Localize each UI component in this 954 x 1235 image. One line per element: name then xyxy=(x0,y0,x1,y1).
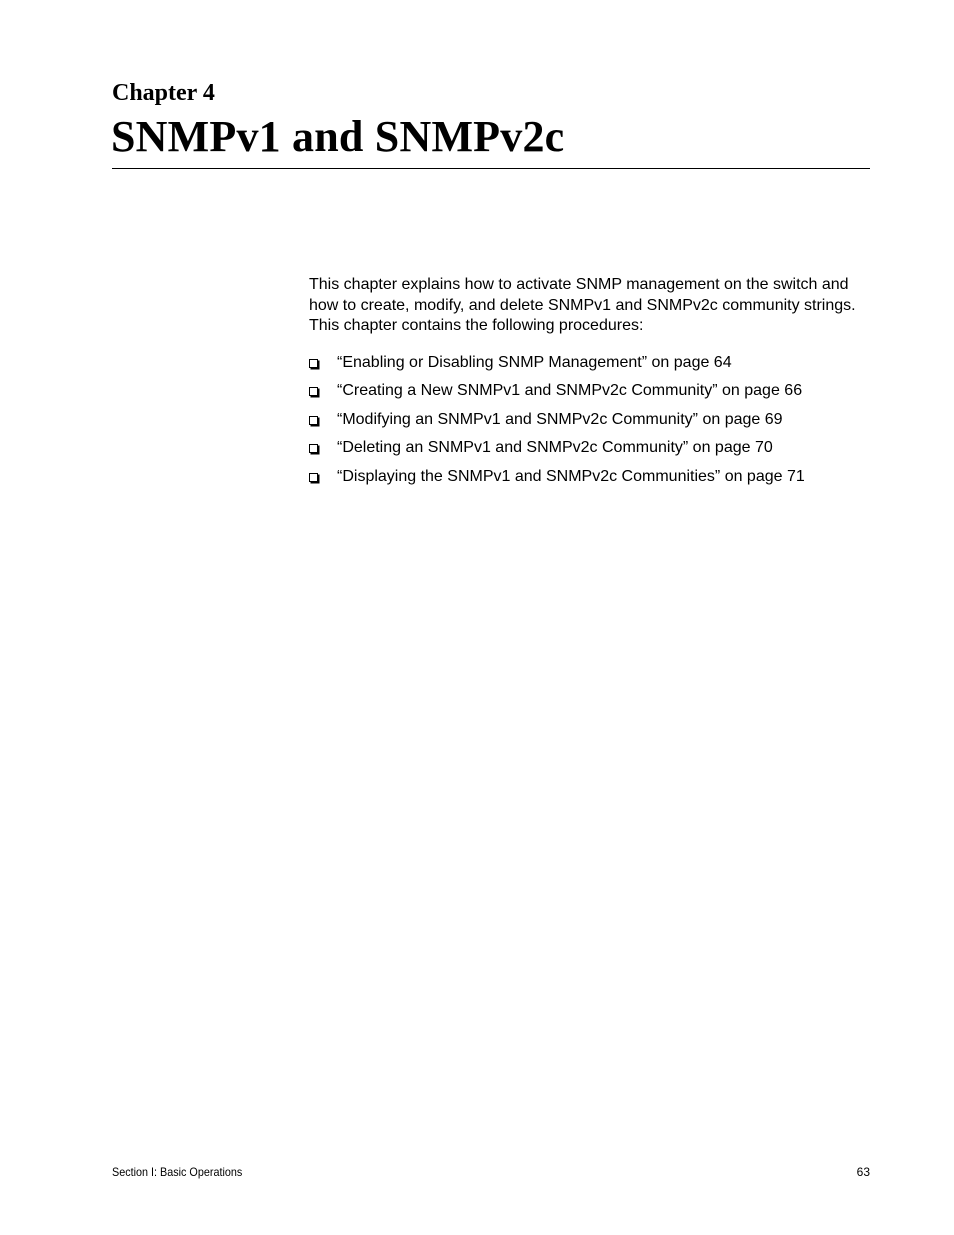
list-item[interactable] xyxy=(309,409,874,437)
page-title: SNMPv1 and SNMPv2c xyxy=(111,112,565,161)
checkbox-bullet-icon xyxy=(309,473,318,482)
list-item[interactable] xyxy=(309,352,874,380)
procedure-link[interactable]: “Enabling or Disabling SNMP Management” on page 64 xyxy=(337,354,732,371)
procedure-link[interactable]: “Modifying an SNMPv1 and SNMPv2c Community” on page 69 xyxy=(337,410,783,428)
title-divider xyxy=(112,168,870,169)
intro-paragraph: This chapter explains how to activate SNMP management on the switch and how to create, modify, and delete SNMPv1 and SNMPv2c community strings. This chapter contains the following procedures: xyxy=(309,276,856,334)
checkbox-bullet-icon xyxy=(309,359,318,368)
procedure-link[interactable]: “Displaying the SNMPv1 and SNMPv2c Communities” on page 71 xyxy=(337,467,805,485)
footer-section: Section I: Basic Operations xyxy=(112,1165,243,1179)
checkbox-bullet-icon xyxy=(309,444,318,453)
list-item[interactable] xyxy=(309,466,874,494)
checkbox-bullet-icon xyxy=(309,416,318,425)
procedure-link[interactable]: “Deleting an SNMPv1 and SNMPv2c Community” on page 70 xyxy=(337,439,773,457)
list-item[interactable] xyxy=(309,437,874,465)
procedure-list xyxy=(309,352,874,494)
checkbox-bullet-icon xyxy=(309,387,318,396)
list-item[interactable] xyxy=(309,380,874,408)
footer-page-number: 63 xyxy=(856,1165,870,1179)
chapter-label: Chapter 4 xyxy=(112,80,215,106)
procedure-link[interactable]: “Creating a New SNMPv1 and SNMPv2c Community” on page 66 xyxy=(337,382,803,400)
